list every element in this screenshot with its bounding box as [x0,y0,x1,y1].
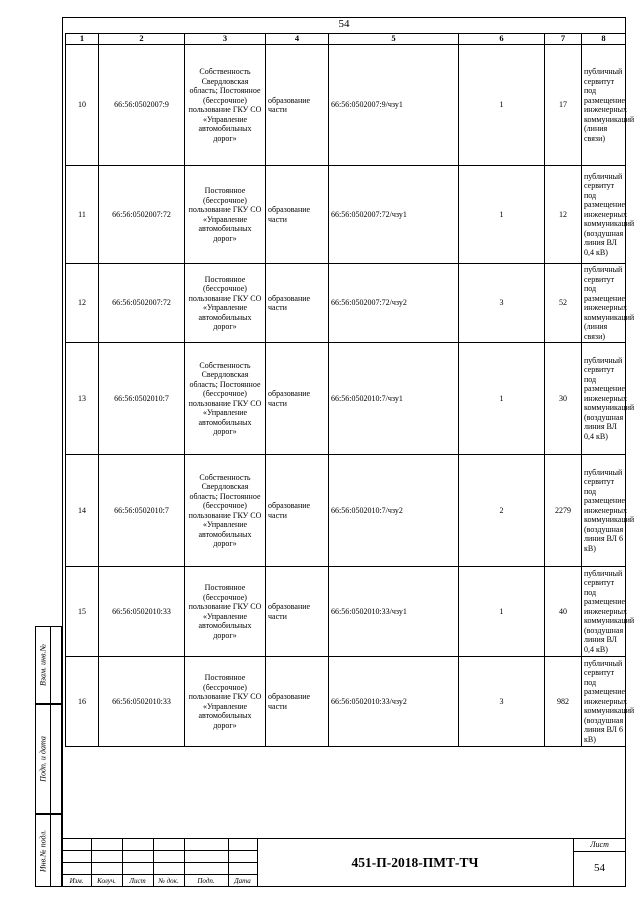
cell-purpose: публичный сервитут под размещение инженерных коммуникаций (воздушная линия ВЛ 0,4 кВ) [582,567,626,657]
table-row [66,343,626,455]
table-row [66,455,626,567]
cell-part-number: 66:56:0502007:9/чзу1 [329,45,459,166]
cell-action-type: образование части [266,567,329,657]
column-header-6: 6 [459,34,545,45]
cell-owner-info: Постоянное (бессрочное) пользование ГКУ СО «Управление автомобильных дорог» [185,166,266,264]
cell-part-number: 66:56:0502007:72/чзу2 [329,264,459,343]
sheet-number: 54 [594,862,605,874]
cell-cadastral-number: 66:56:0502007:9 [99,45,185,166]
cell-area: 17 [545,45,582,166]
stamp-label-data: Дата [234,877,251,885]
column-header-8: 8 [582,34,626,45]
cell-row-number: 14 [66,455,99,567]
cell-row-number: 15 [66,567,99,657]
cell-count: 3 [459,657,545,747]
cell-purpose: публичный сервитут под размещение инженерных коммуникаций (воздушная линия ВЛ 6 кВ) [582,455,626,567]
page-number-top: 54 [338,18,350,30]
column-header-4: 4 [266,34,329,45]
cell-count: 1 [459,567,545,657]
cell-purpose: публичный сервитут под размещение инженерных коммуникаций (воздушная линия ВЛ 6 кВ) [582,657,626,747]
table-body [66,45,635,747]
cell-count: 1 [459,343,545,455]
cell-count: 3 [459,264,545,343]
stamp-label-list: Лист [129,877,146,885]
column-header-7: 7 [545,34,582,45]
cell-action-type: образование части [266,45,329,166]
cell-cadastral-number: 66:56:0502007:72 [99,166,185,264]
document-code: 451-П-2018-ПМТ-ТЧ [351,854,479,870]
cell-action-type: образование части [266,343,329,455]
cell-cadastral-number: 66:56:0502010:33 [99,657,185,747]
stamp-label-podp: Подп. [197,877,215,885]
side-label-vzam: Взам. инв.№ [38,643,48,687]
cell-action-type: образование части [266,455,329,567]
cell-part-number: 66:56:0502007:72/чзу1 [329,166,459,264]
column-header-5: 5 [329,34,459,45]
cell-row-number: 12 [66,264,99,343]
cell-part-number: 66:56:0502010:33/чзу2 [329,657,459,747]
side-label-inv: Инв.№ подл. [38,829,48,872]
title-block [62,838,626,887]
cell-purpose: публичный сервитут под размещение инженерных коммуникаций (воздушная линия ВЛ 0,4 кВ) [582,166,626,264]
cell-cadastral-number: 66:56:0502010:7 [99,455,185,567]
cell-area: 40 [545,567,582,657]
table-row [66,264,626,343]
side-field-vzam [35,626,62,704]
table-row [66,567,626,657]
table-row [66,166,626,264]
cell-area: 12 [545,166,582,264]
land-plots-table [65,33,635,747]
stamp-label-koluch: Колуч. [97,877,116,885]
side-field-podp [35,704,62,814]
stamp-label-ndok: № док. [158,877,179,885]
cell-area: 30 [545,343,582,455]
cell-purpose: публичный сервитут под размещение инженерных коммуникаций (линия связи) [582,45,626,166]
cell-area: 2279 [545,455,582,567]
cell-owner-info: Собственность Свердловская область; Постоянное (бессрочное) пользование ГКУ СО «Управление автомобильных дорог» [185,455,266,567]
cell-part-number: 66:56:0502010:7/чзу1 [329,343,459,455]
side-label-podp: Подп. и дата [38,736,48,782]
cell-owner-info: Собственность Свердловская область; Постоянное (бессрочное) пользование ГКУ СО «Управление автомобильных дорог» [185,45,266,166]
cell-owner-info: Постоянное (бессрочное) пользование ГКУ СО «Управление автомобильных дорог» [185,264,266,343]
cell-owner-info: Собственность Свердловская область; Постоянное (бессрочное) пользование ГКУ СО «Управление автомобильных дорог» [185,343,266,455]
column-header-2: 2 [99,34,185,45]
side-field-inv [35,814,62,887]
cell-count: 1 [459,45,545,166]
cell-action-type: образование части [266,657,329,747]
cell-part-number: 66:56:0502010:33/чзу1 [329,567,459,657]
table-row [66,45,626,166]
cell-count: 1 [459,166,545,264]
cell-purpose: публичный сервитут под размещение инженерных коммуникаций (линия связи) [582,264,626,343]
stamp-label-izm: Изм. [69,877,84,885]
cell-owner-info: Постоянное (бессрочное) пользование ГКУ СО «Управление автомобильных дорог» [185,567,266,657]
cell-action-type: образование части [266,264,329,343]
column-header-3: 3 [185,34,266,45]
cell-row-number: 16 [66,657,99,747]
cell-cadastral-number: 66:56:0502007:72 [99,264,185,343]
sheet-label: Лист [590,840,609,849]
cell-part-number: 66:56:0502010:7/чзу2 [329,455,459,567]
cell-cadastral-number: 66:56:0502010:33 [99,567,185,657]
cell-row-number: 10 [66,45,99,166]
table-header-row [66,34,626,45]
table-row [66,657,626,747]
cell-row-number: 13 [66,343,99,455]
cell-purpose: публичный сервитут под размещение инженерных коммуникаций (воздушная линия ВЛ 0,4 кВ) [582,343,626,455]
cell-row-number: 11 [66,166,99,264]
cell-area: 52 [545,264,582,343]
cell-count: 2 [459,455,545,567]
cell-owner-info: Постоянное (бессрочное) пользование ГКУ СО «Управление автомобильных дорог» [185,657,266,747]
cell-area: 982 [545,657,582,747]
cell-action-type: образование части [266,166,329,264]
column-header-1: 1 [66,34,99,45]
cell-cadastral-number: 66:56:0502010:7 [99,343,185,455]
